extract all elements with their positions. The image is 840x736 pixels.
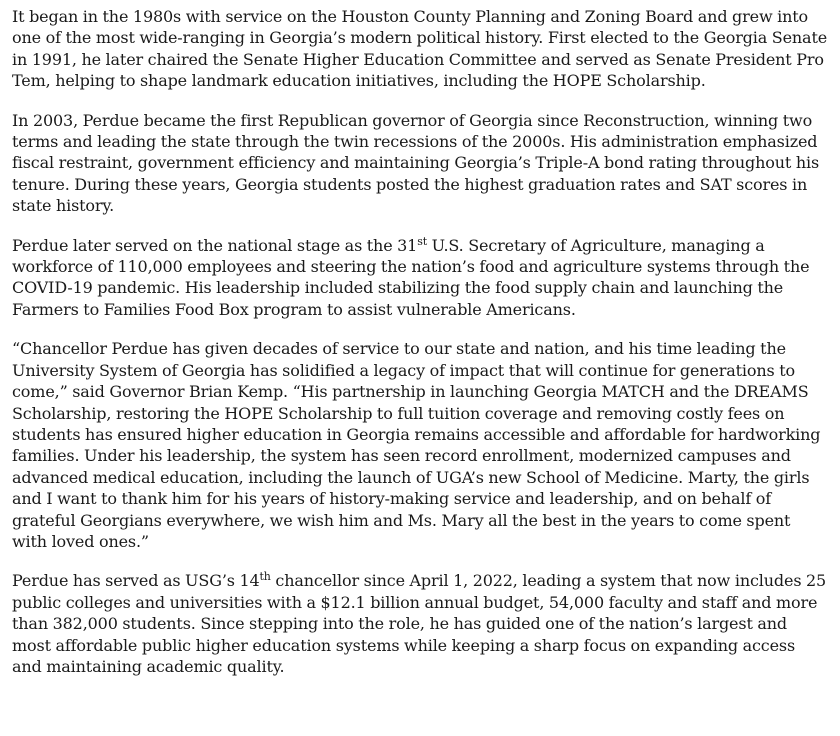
paragraph-text-before: Perdue later served on the national stage as the 31 — [12, 235, 418, 255]
paragraph-kemp-quote: “Chancellor Perdue has given decades of service to our state and nation, and his time leading the University System of Georgia has solidified a legacy of impact that will continue for generations to come,” said Governor Brian Kemp. “His partnership in launching Georgia MATCH and the DREAMS Scholarship, restoring the HOPE Scholarship to full tuition coverage and removing costly fees on students has ensured higher education in Georgia remains accessible and affordable for hardworking families. Under his leadership, the system has seen record enrollment, modernized campuses and advanced medical education, including the launch of UGA’s new School of Medicine. Marty, the girls and I want to thank him for his years of history-making service and leadership, and on behalf of grateful Georgians everywhere, we wish him and Ms. Mary all the best in the years to come spent with loved ones.” — [12, 339, 821, 551]
paragraph-governorship: In 2003, Perdue became the first Republican governor of Georgia since Reconstruction, winning two terms and leading the state through the twin recessions of the 2000s. His administration emphasized fiscal restraint, government efficiency and maintaining Georgia’s Triple-A bond rating throughout his tenure. During these years, Georgia students posted the highest graduation rates and SAT scores in state history. — [12, 110, 820, 216]
paragraph-agriculture-secretary — [12, 235, 828, 321]
paragraph-text-after: U.S. Secretary of Agriculture, managing a workforce of 110,000 employees and steering the nation’s food and agriculture systems through the COVID-19 pandemic. His leadership included stabilizing the food supply chain and launching the Farmers to Families Food Box program to assist vulnerable Americans. — [12, 235, 810, 319]
paragraph-text-after: chancellor since April 1, 2022, leading a system that now includes 25 public colleges and universities with a $12.1 billion annual budget, 54,000 faculty and staff and more than 382,000 students. Since stepping into the role, he has guided one of the nation’s largest and most affordable public higher education systems while keeping a sharp focus on expanding access and maintaining academic quality. — [12, 571, 827, 676]
paragraph-chancellorship — [12, 570, 828, 677]
paragraph-career-origins: It began in the 1980s with service on the Houston County Planning and Zoning Board and grew into one of the most wide-ranging in Georgia’s modern political history. First elected to the Georgia Senate in 1991, he later chaired the Senate Higher Education Committee and served as Senate President Pro Tem, helping to shape landmark education initiatives, including the HOPE Scholarship. — [12, 7, 828, 91]
paragraph-text-before: Perdue has served as USG’s 14 — [12, 571, 260, 591]
ordinal-suffix: th — [259, 570, 271, 584]
ordinal-suffix: st — [417, 234, 427, 248]
